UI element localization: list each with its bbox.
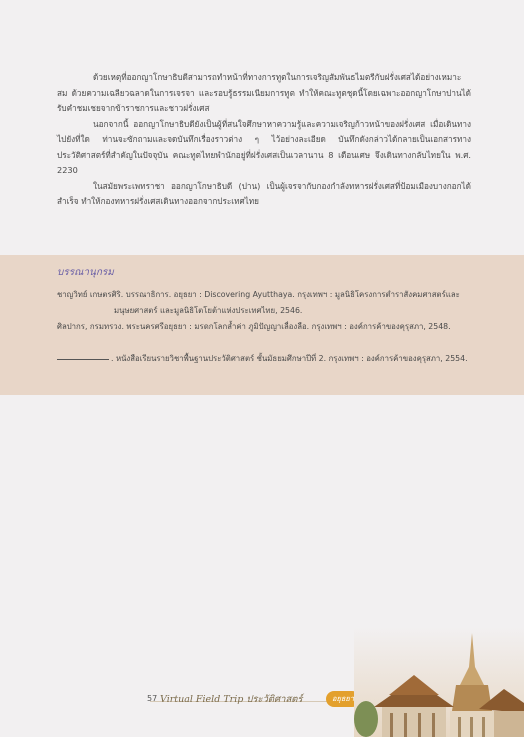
footer-title: Virtual Field Trip ประวัติศาสตร์	[160, 694, 303, 705]
paragraph-2: นอกจากนี้ ออกญาโกษาธิบดียังเป็นผู้ที่สนใจศึกษาหาความรู้และความเจริญก้าวหน้าของฝรั่งเศส เมื่อเดินทางไปยังที่ใด ท่านจะซักถามและจดบันทึกเรื่องราวต่าง ๆ ไว้อย่างละเอียด บันทึกดังกล่าวได้กลายเป็นเอกสารทางประวัติศาสตร์ที่สำคัญในปัจจุบัน คณะทูตไทยพำนักอยู่ที่ฝรั่งเศสเป็นเวลานาน 8 เดือนเศษ จึงเดินทางกลับไทยใน พ.ศ. 2230	[57, 118, 471, 175]
reference-3	[57, 351, 471, 367]
reference-3-text: . หนังสือเรียนรายวิชาพื้นฐานประวัติศาสตร์ ชั้นมัธยมศึกษาปีที่ 2. กรุงเทพฯ : องค์การค้าของคุรุสภา, 2554.	[111, 354, 468, 363]
page-number: 57	[147, 694, 158, 703]
temple-illustration	[354, 627, 524, 737]
footer-badge: อยุธยา	[326, 691, 360, 707]
paragraph-3: ในสมัยพระเพทราชา ออกญาโกษาธิบดี (ปาน) เป็นผู้เจรจากับกองกำลังทหารฝรั่งเศสที่ป้อมเมืองบางกอกได้สำเร็จ ทำให้กองทหารฝรั่งเศสเดินทางออกจากประเทศไทย	[57, 180, 471, 206]
reference-2: ศิลปากร, กรมทรวง. พระนครศรีอยุธยา : มรดกโลกล้ำค่า ภูมิปัญญาเลื่องลือ. กรุงเทพฯ : องค์การค้าของคุรุสภา, 2548.	[57, 322, 451, 331]
paragraph-1: ด้วยเหตุที่ออกญาโกษาธิบดีสามารถทำหน้าที่ทางการทูตในการเจริญสัมพันธไมตรีกับฝรั่งเศสได้อย่างเหมาะสม ด้วยความเฉลียวฉลาดในการเจรจา และรอบรู้ธรรมเนียมการทูต ทำให้คณะทูตชุดนี้โดยเฉพาะออกญาโกษาปานได้รับคำชมเชยจากข้าราชการและชาวฝรั่งเศส	[57, 72, 471, 113]
references-panel	[0, 255, 524, 395]
body-text	[57, 70, 471, 210]
ditto-rule	[57, 359, 109, 360]
reference-1: ชาญวิทย์ เกษตรศิริ. บรรณาธิการ. อยุธยา : Discovering Ayutthaya. กรุงเทพฯ : มูลนิธิโครงการตำราสังคมศาสตร์และมนุษยศาสตร์ และมูลนิธิโตโยต้าแห่งประเทศไทย, 2546.	[57, 290, 460, 315]
references-title: บรรณานุกรม	[57, 267, 114, 278]
